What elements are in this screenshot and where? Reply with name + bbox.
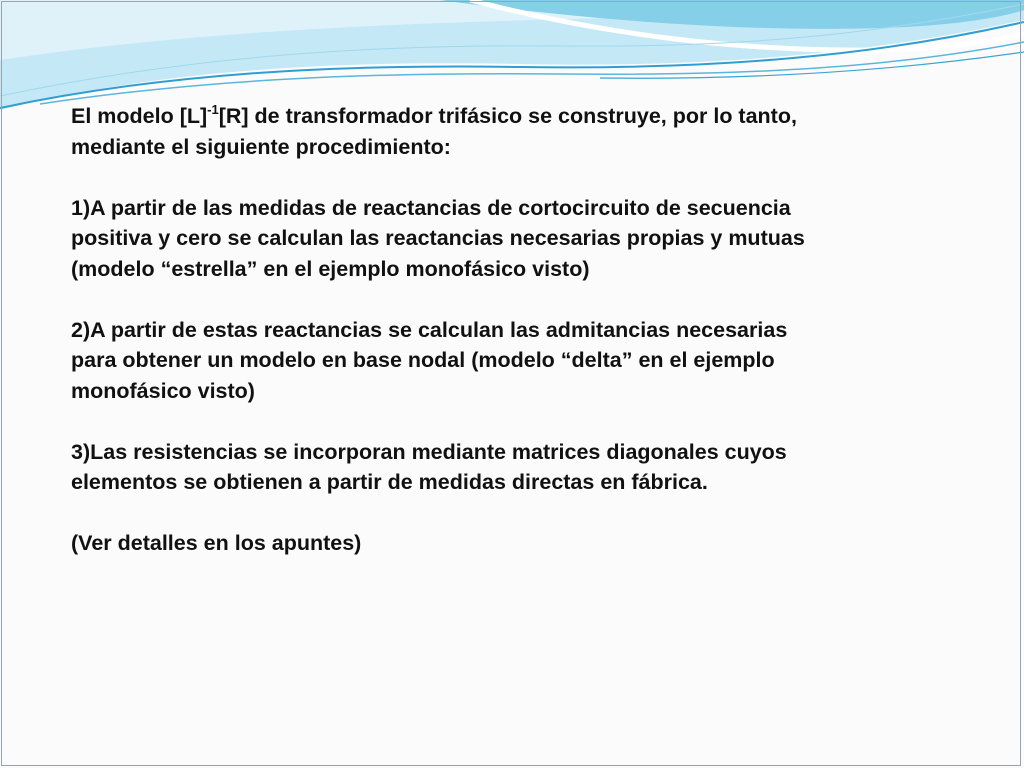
intro-text-part2: [R] de transformador trifásico se construye, por lo tanto, [218,104,797,128]
step-2-line: para obtener un modelo en base nodal (modelo “delta” en el ejemplo [71,348,775,372]
step-2-line: monofásico visto) [71,378,255,403]
intro-paragraph [71,101,971,162]
step-3-line: elementos se obtienen a partir de medidas directas en fábrica. [71,470,708,494]
intro-text-part1: El modelo [L] [71,104,208,128]
inverse-superscript: -1 [207,101,219,117]
step-3-line: 3)Las resistencias se incorporan mediante matrices diagonales cuyos [71,439,787,464]
note-paragraph [71,528,971,559]
step-1-line: (modelo “estrella” en el ejemplo monofásico visto) [71,256,590,281]
step-2-line: 2)A partir de estas reactancias se calculan las admitancias necesarias [71,317,788,342]
note-text: (Ver detalles en los apuntes) [71,531,362,555]
step-2-paragraph [71,315,971,407]
step-1-paragraph [71,193,971,285]
step-3-paragraph [71,437,971,498]
step-1-line: 1)A partir de las medidas de reactancias de cortocircuito de secuencia [71,195,791,220]
slide-body [71,101,971,559]
step-1-line: positiva y cero se calculan las reactancias necesarias propias y mutuas [71,226,805,250]
intro-text-line2: mediante el siguiente procedimiento: [71,134,451,159]
